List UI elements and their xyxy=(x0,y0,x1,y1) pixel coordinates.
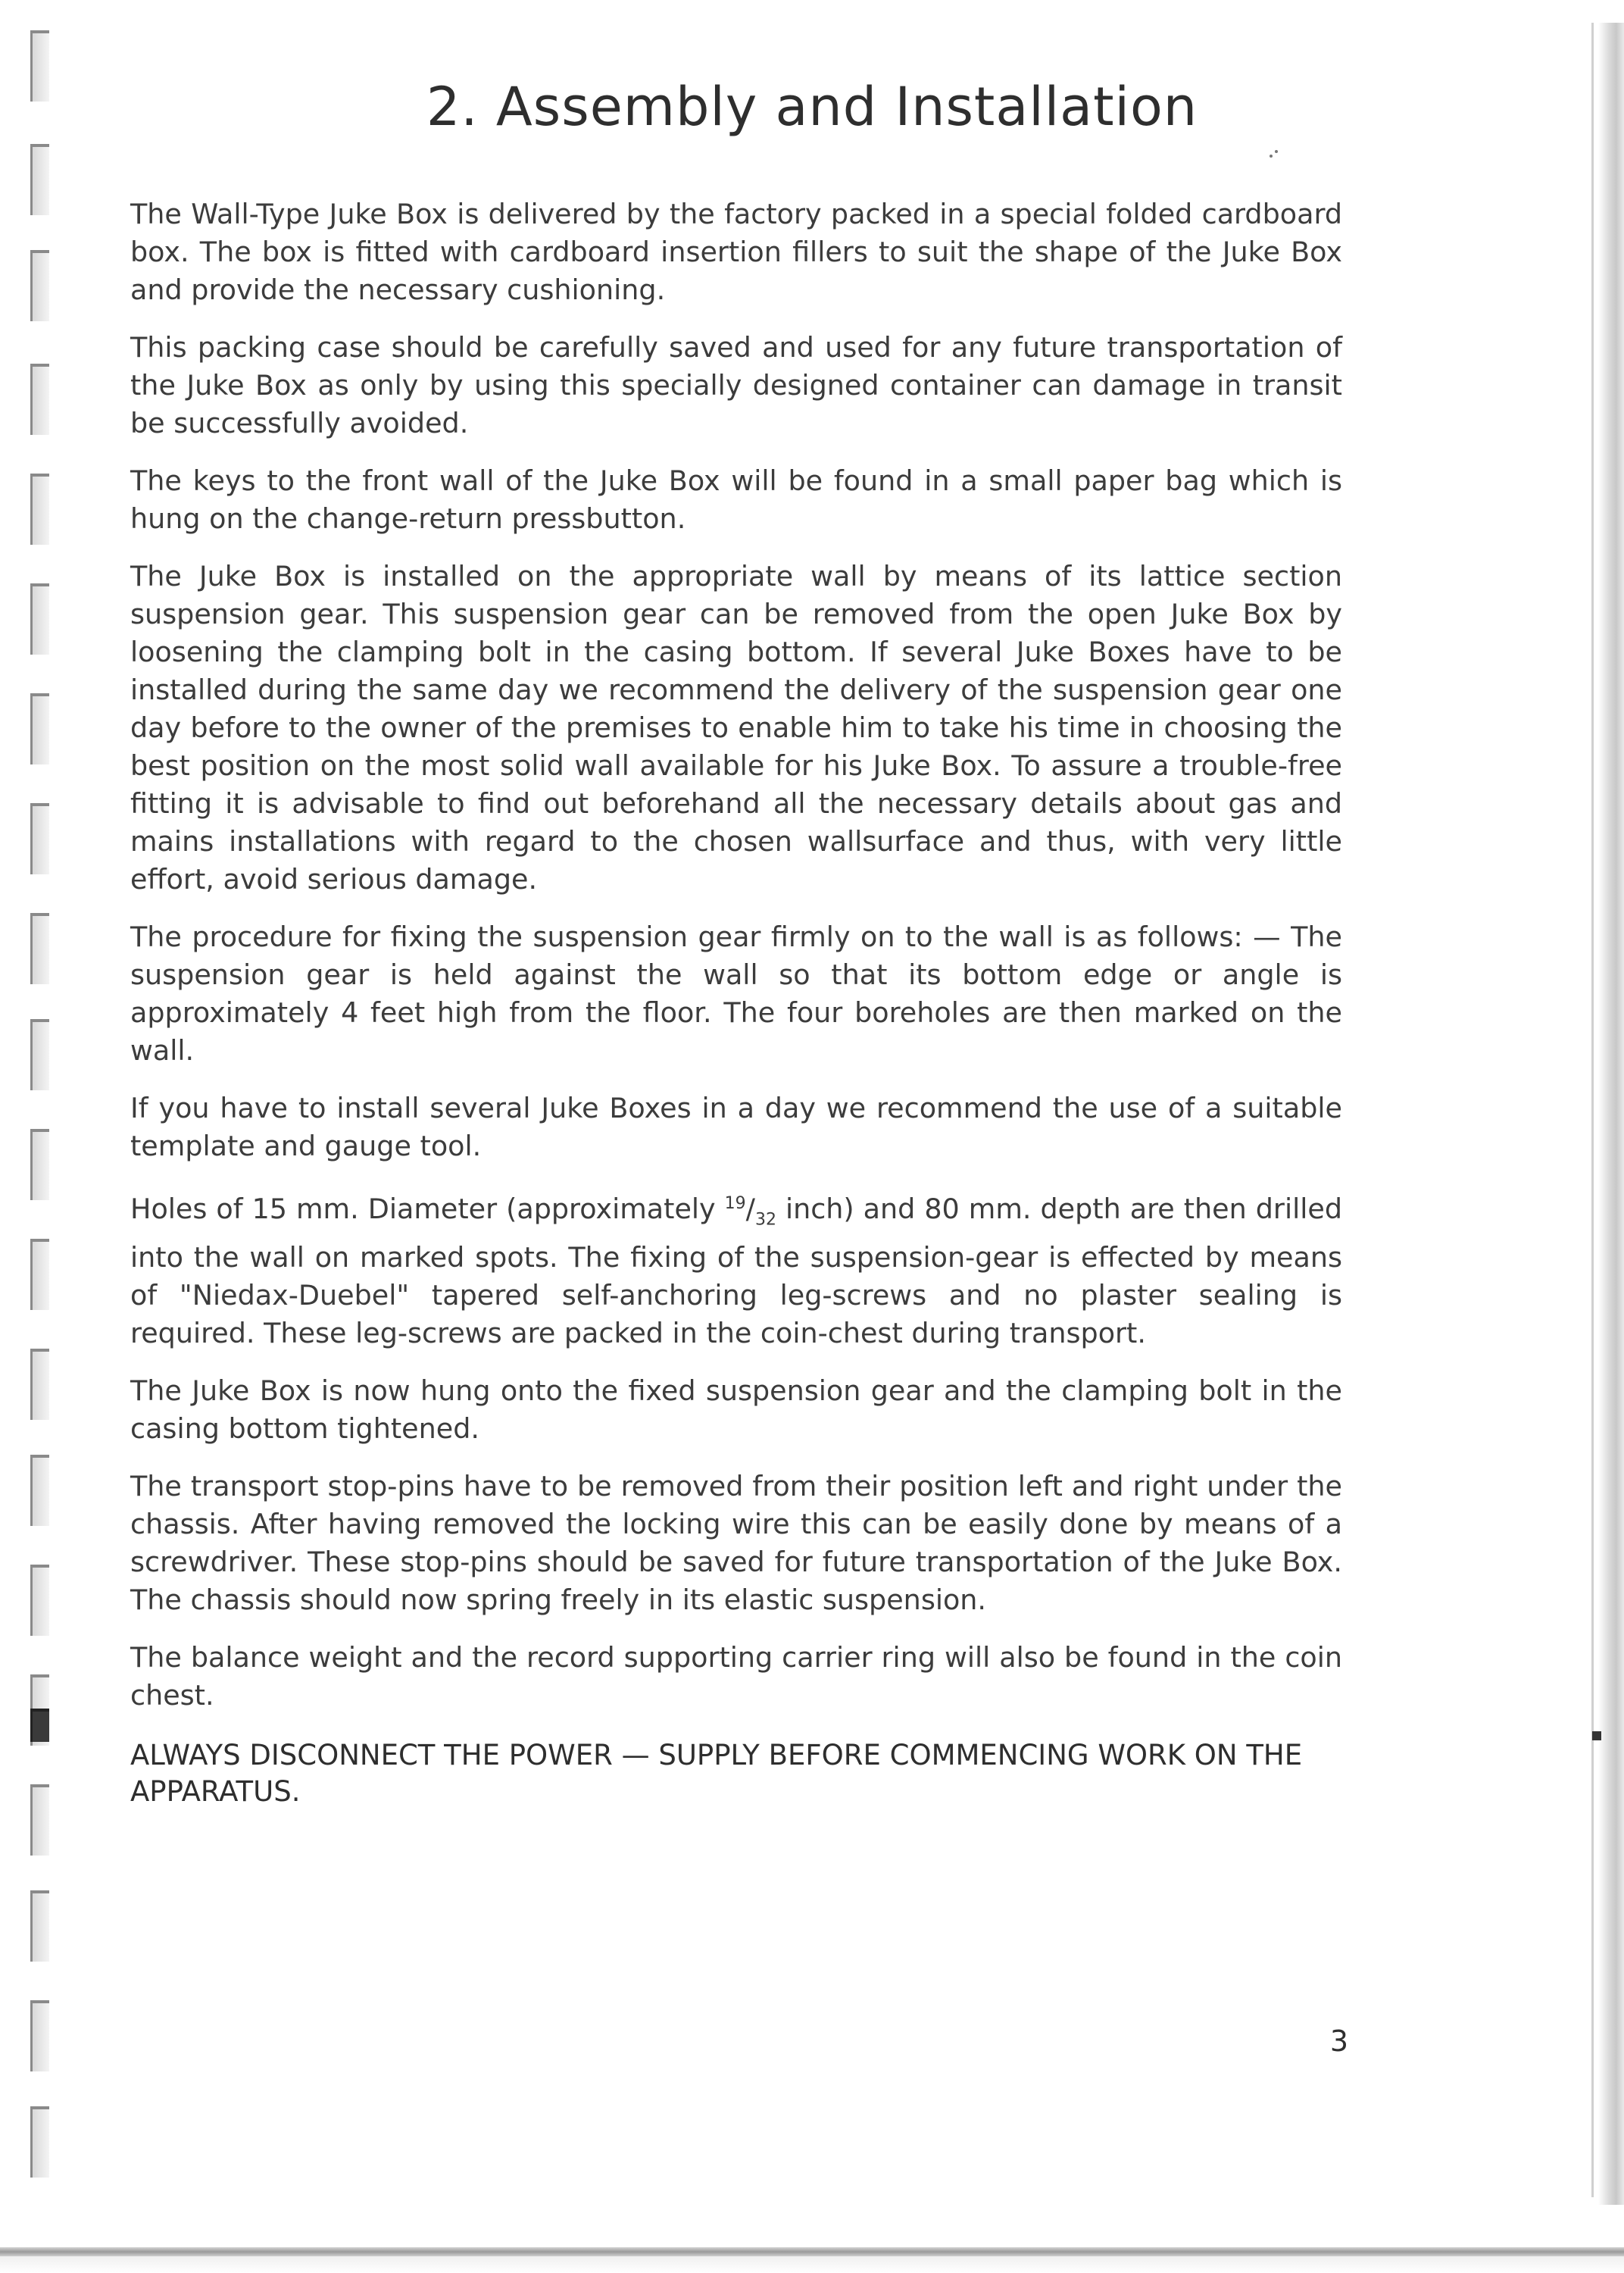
binder-mark xyxy=(30,250,49,321)
binder-mark xyxy=(30,1890,49,1962)
paragraph: The keys to the front wall of the Juke Box will be found in a small paper bag which is hung on the change-return pressbutton. xyxy=(130,464,1342,535)
paragraph: The balance weight and the record supporting carrier ring will also be found in the coin chest. xyxy=(130,1641,1342,1712)
binder-mark xyxy=(30,2000,49,2071)
text-run: inch) and 80 mm. depth are then drilled into the wall on marked spots. The fixing of the suspension-gear is effected by means of "Niedax-Duebel" tapered self-anchoring leg-screws and no plaster sealing is required. These leg-screws are packed in the coin-chest during transport. xyxy=(130,1193,1342,1350)
scan-speck xyxy=(1275,150,1278,153)
binder-mark xyxy=(30,144,49,215)
fraction-denominator: 32 xyxy=(754,1210,776,1230)
binder-mark xyxy=(30,693,49,764)
body-text xyxy=(130,195,1342,1830)
binder-mark-dark xyxy=(30,1709,49,1742)
binder-mark xyxy=(30,2106,49,2178)
binder-mark xyxy=(30,913,49,984)
warning-notice: ALWAYS DISCONNECT THE POWER — SUPPLY BEFORE COMMENCING WORK ON THE APPARATUS. xyxy=(130,1739,1303,1809)
paragraph: The procedure for fixing the suspension gear firmly on to the wall is as follows: — The suspension gear is held against the wall so that its bottom edge or angle is approximately 4 feet high from the floor. The four boreholes are then marked on the wall. xyxy=(130,921,1342,1067)
paragraph: This packing case should be carefully saved and used for any future transportation of the Juke Box as only by using this specially designed container can damage in transit be successfully avoided. xyxy=(130,331,1342,439)
binder-mark xyxy=(30,474,49,545)
binder-mark xyxy=(30,1129,49,1200)
page-title: 2. Assembly and Installation xyxy=(426,76,1198,138)
scan-speck xyxy=(1270,155,1273,158)
binder-mark xyxy=(30,1784,49,1856)
scan-bottom-edge xyxy=(0,2247,1624,2256)
binder-mark xyxy=(30,364,49,435)
binder-mark xyxy=(30,1349,49,1420)
paragraph: If you have to install several Juke Boxes in a day we recommend the use of a suitable template and gauge tool. xyxy=(130,1092,1342,1162)
paragraph-holes xyxy=(130,1185,1342,1352)
page-number: 3 xyxy=(1329,2024,1348,2058)
paragraph: The Juke Box is installed on the appropriate wall by means of its lattice section suspension gear. This suspension gear can be removed from the open Juke Box by loosening the clamping bolt in the casing bottom. If several Juke Boxes have to be installed during the same day we recommend the delivery of the suspension gear one day before to the owner of the premises to enable him to take his time in choosing the best position on the most solid wall available for his Juke Box. To assure a trouble-free fitting it is advisable to find out beforehand all the necessary details about gas and mains installations with regard to the chosen wallsurface and thus, with very little effort, avoid serious damage. xyxy=(130,560,1342,896)
fraction-separator: / xyxy=(745,1193,755,1226)
binder-mark xyxy=(30,1019,49,1090)
binder-mark xyxy=(30,803,49,874)
text-run: Holes of 15 mm. Diameter (approximately xyxy=(130,1193,725,1226)
paragraph: The transport stop-pins have to be removed from their position left and right under the chassis. After having removed the locking wire this can be easily done by means of a screwdriver. These stop-pins should be saved for future transportation of the Juke Box. The chassis should now spring freely in its elastic suspension. xyxy=(130,1470,1342,1617)
binder-mark xyxy=(30,583,49,655)
binder-mark xyxy=(30,1565,49,1636)
fraction xyxy=(724,1193,776,1230)
scan-artifact xyxy=(1592,1731,1601,1740)
binder-mark xyxy=(30,1239,49,1310)
scan-right-edge xyxy=(1598,23,1624,2205)
scan-bottom-margin xyxy=(0,2256,1624,2273)
paragraph: The Wall-Type Juke Box is delivered by the factory packed in a special folded cardboard box. The box is fitted with cardboard insertion fillers to suit the shape of the Juke Box and provide the necessary cushioning. xyxy=(130,198,1342,306)
binder-mark xyxy=(30,1455,49,1526)
scan-edge-line xyxy=(1591,23,1594,2197)
paragraph: The Juke Box is now hung onto the fixed suspension gear and the clamping bolt in the casing bottom tightened. xyxy=(130,1374,1342,1446)
fraction-numerator: 19 xyxy=(724,1194,746,1213)
